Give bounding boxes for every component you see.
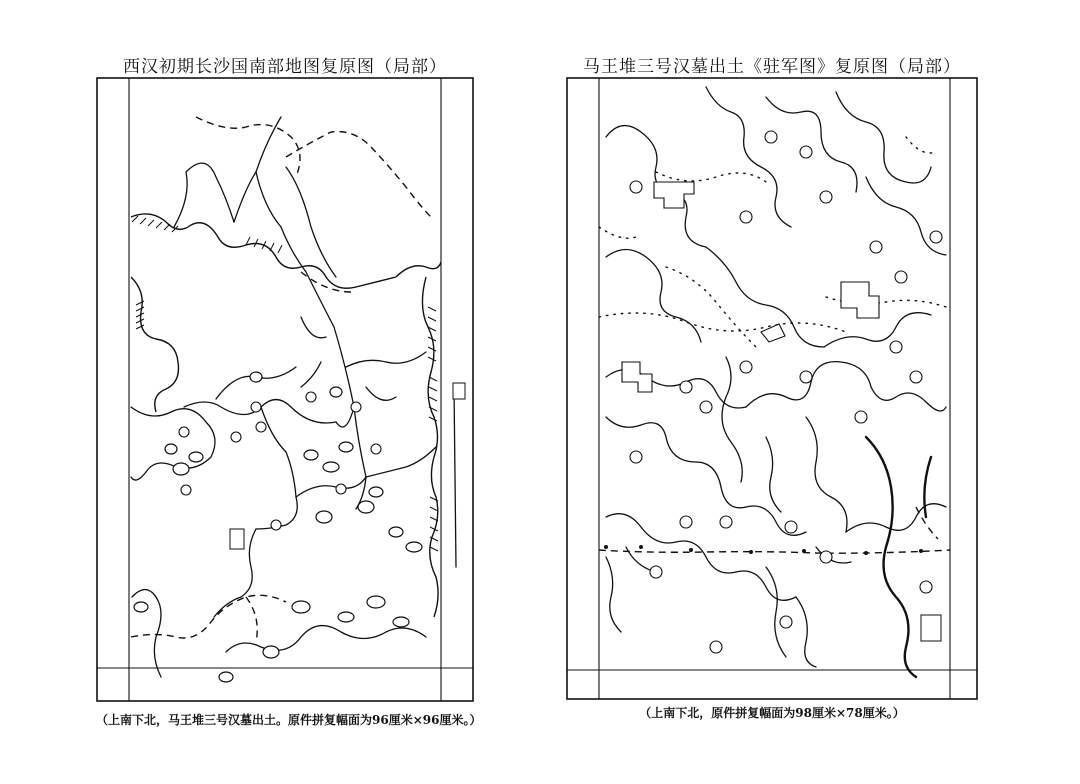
- winding-rivers: [606, 87, 946, 677]
- rivers: [131, 117, 456, 677]
- garrison-marks: [630, 131, 942, 653]
- right-map-title: 马王堆三号汉墓出土《驻军图》复原图（局部）: [583, 57, 961, 77]
- garrison-map: [566, 77, 978, 700]
- settlement-marks: [179, 392, 381, 530]
- place-labels: [921, 615, 941, 641]
- topographic-map: [96, 77, 474, 702]
- map-frame: [97, 78, 473, 701]
- map-frame: [567, 78, 977, 699]
- dotted-routes: [599, 137, 946, 347]
- left-map-caption: （上南下北，马王堆三号汉墓出土。原件拼复幅面为96厘米×96厘米。）: [96, 713, 482, 727]
- coastline: [131, 214, 441, 617]
- left-map-title: 西汉初期长沙国南部地图复原图（局部）: [123, 57, 447, 77]
- right-map-caption: （上南下北，原件拼复幅面为98厘米×78厘米。）: [639, 706, 905, 720]
